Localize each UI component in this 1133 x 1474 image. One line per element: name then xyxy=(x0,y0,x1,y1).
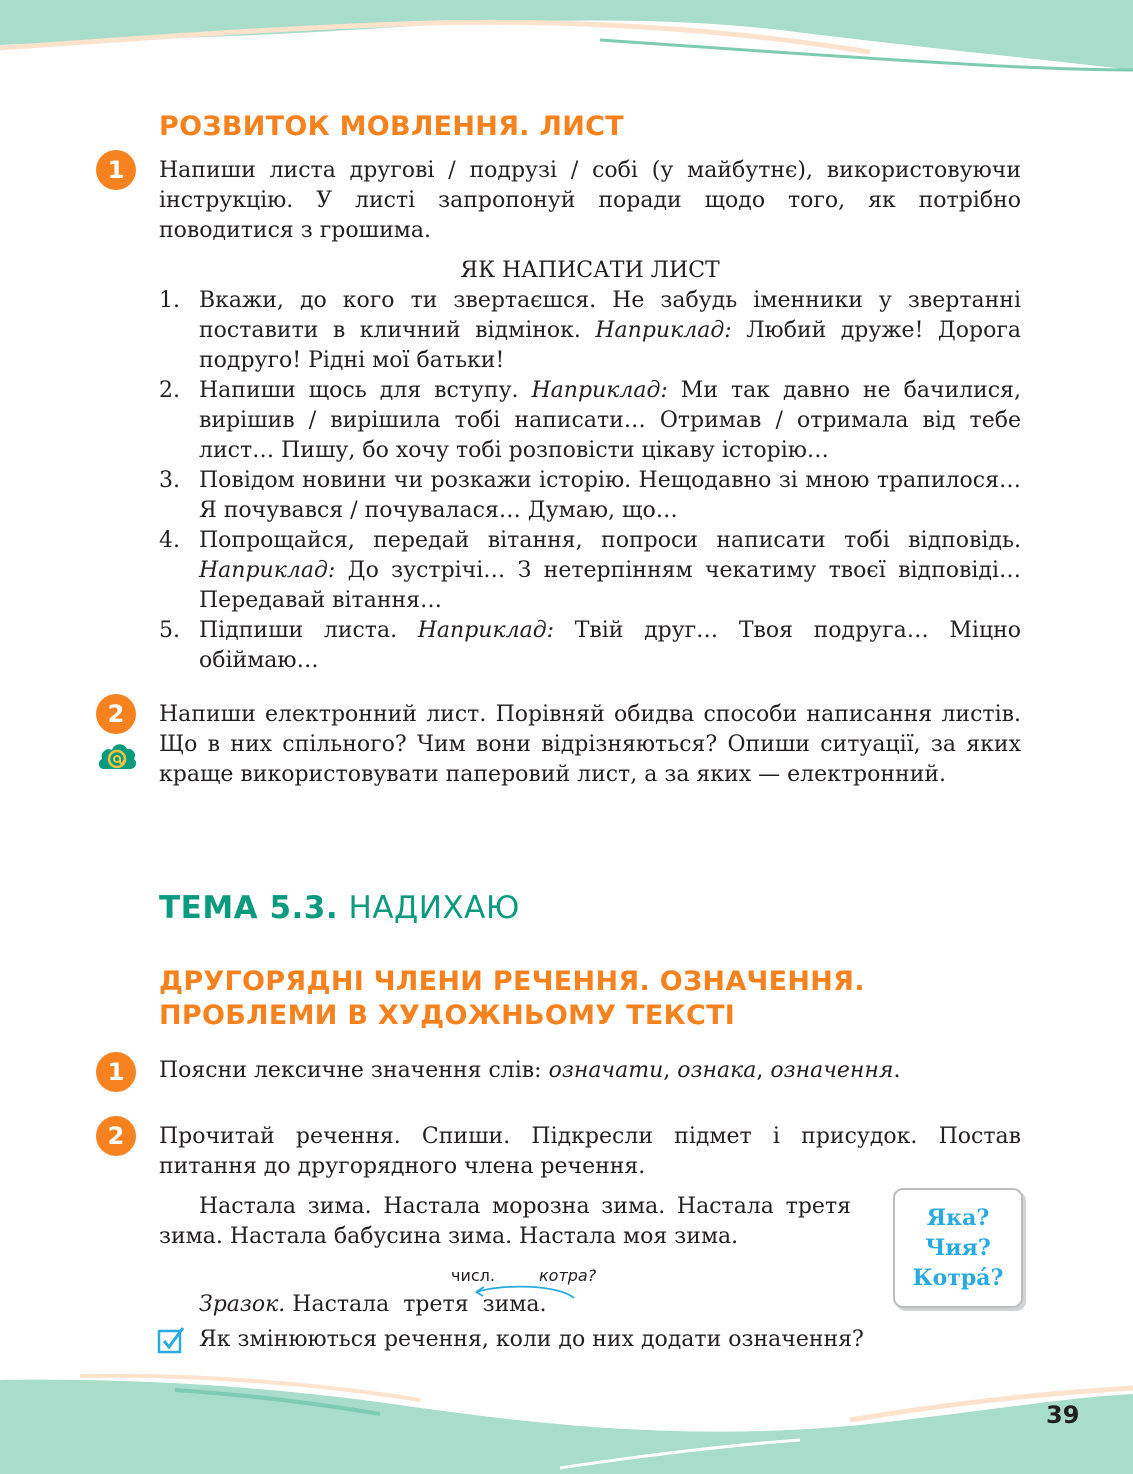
period: . xyxy=(893,1058,901,1083)
word-1: означати xyxy=(548,1058,664,1083)
topic-heading xyxy=(159,888,520,928)
instruction-item xyxy=(159,526,1021,616)
example-text: Ми так давно не бачилися, вирішив / вирішила тобі написати… Отримав / отримала від тебе лист… Пишу, бо хочу тобі розповісти цікаву історію… xyxy=(199,378,1021,463)
section-title-line-1: ДРУГОРЯДНІ ЧЛЕНИ РЕЧЕННЯ. ОЗНАЧЕННЯ. xyxy=(159,966,865,997)
example-text: Твій друг… Твоя подруга… Міцно обіймаю… xyxy=(199,618,1022,673)
s2-task-1-lead: Поясни лексичне значення слів: xyxy=(159,1058,549,1083)
instruction-list xyxy=(159,286,1021,676)
instruction-item xyxy=(159,616,1021,676)
item-number: 3. xyxy=(159,468,180,493)
item-text: Вкажи, до кого ти звертаєшся. Не забудь іменники у звертанні поставити в кличний відмінок. xyxy=(199,288,1021,343)
sample-line xyxy=(199,1290,546,1320)
question-hint-box xyxy=(893,1188,1023,1308)
top-wave-decoration xyxy=(0,0,1133,80)
task-number: 1 xyxy=(107,1058,125,1086)
item-text: Підпиши листа. xyxy=(199,618,418,643)
word-2: ознака xyxy=(677,1058,757,1083)
question-hint: Чия? xyxy=(925,1235,991,1261)
task-number-badge xyxy=(96,694,136,734)
sample-label: Зразок. xyxy=(199,1292,286,1317)
topic-title: НАДИХАЮ xyxy=(338,890,520,926)
instruction-item xyxy=(159,376,1021,466)
question-hint: Яка? xyxy=(926,1205,990,1231)
s2-task-1-text xyxy=(159,1056,1021,1086)
s2-task-2-text: Прочитай речення. Спиши. Підкресли підмет і присудок. Постав питання до другорядного члена речення. xyxy=(159,1124,1021,1179)
page-number: 39 xyxy=(1046,1401,1080,1429)
question-annotation: котра? xyxy=(539,1266,597,1285)
item-number: 2. xyxy=(159,378,180,403)
email-cloud-icon xyxy=(96,735,138,775)
task-1-text: Напиши листа другові / подрузі / собі (у майбутнє), використовуючи інструкцію. У листі запропонуй поради щодо того, як потрібно поводитися з грошима. xyxy=(159,158,1021,243)
task-number: 2 xyxy=(107,700,125,728)
section-title-letter: РОЗВИТОК МОВЛЕННЯ. ЛИСТ xyxy=(159,111,625,142)
task-number-badge xyxy=(96,1052,136,1092)
part-of-speech-annotation: числ. xyxy=(451,1266,495,1285)
example-text: До зустрічі… З нетерпінням чекатиму твоєї відповіді… Передавай вітання… xyxy=(199,558,1021,613)
check-question: Як змінюються речення, коли до них додати означення? xyxy=(199,1327,864,1352)
task-number: 1 xyxy=(107,156,125,184)
question-hint: Котрá? xyxy=(912,1265,1004,1291)
sample-text: Настала третя зима. xyxy=(285,1292,547,1317)
checkbox-icon xyxy=(157,1326,185,1354)
task-number-badge xyxy=(96,1116,136,1156)
example-label: Наприклад: xyxy=(531,378,668,403)
example-label: Наприклад: xyxy=(199,558,336,583)
task-number-badge xyxy=(96,150,136,190)
item-text: Повідом новини чи розкажи історію. Нещодавно зі мною трапилося… Я почувався / почувалася… Думаю, що… xyxy=(199,468,1021,523)
item-number: 5. xyxy=(159,618,180,643)
topic-label: ТЕМА 5.3. xyxy=(159,890,339,926)
example-label: Наприклад: xyxy=(417,618,555,643)
example-label: Наприклад: xyxy=(595,318,732,343)
item-text: Напиши щось для вступу. xyxy=(199,378,532,403)
section-title-line-2: ПРОБЛЕМИ В ХУДОЖНЬОМУ ТЕКСТІ xyxy=(159,1000,736,1031)
instruction-item xyxy=(159,286,1021,376)
instruction-item xyxy=(159,466,1021,526)
instruction-title: ЯК НАПИСАТИ ЛИСТ xyxy=(460,258,720,283)
task-2-text: Напиши електронний лист. Порівняй обидва способи написання листів. Що в них спільного? Чим вони відрізняються? Опиши ситуації, за яких краще використовувати паперовий лист, а за яких — електронний. xyxy=(159,702,1021,787)
bottom-wave-decoration xyxy=(0,1370,1133,1474)
item-text: Попрощайся, передай вітання, попроси написати тобі відповідь. xyxy=(199,528,1021,553)
item-number: 4. xyxy=(159,528,180,553)
separator: , xyxy=(756,1058,771,1083)
word-3: означення xyxy=(770,1058,894,1083)
example-text: Любий друже! Дорога подруго! Рідні мої батьки! xyxy=(199,318,1021,373)
item-number: 1. xyxy=(159,288,180,313)
task-number: 2 xyxy=(107,1122,125,1150)
separator: , xyxy=(663,1058,678,1083)
example-sentences: Настала зима. Настала морозна зима. Настала третя зима. Настала бабусина зима. Настала моя зима. xyxy=(159,1194,851,1249)
